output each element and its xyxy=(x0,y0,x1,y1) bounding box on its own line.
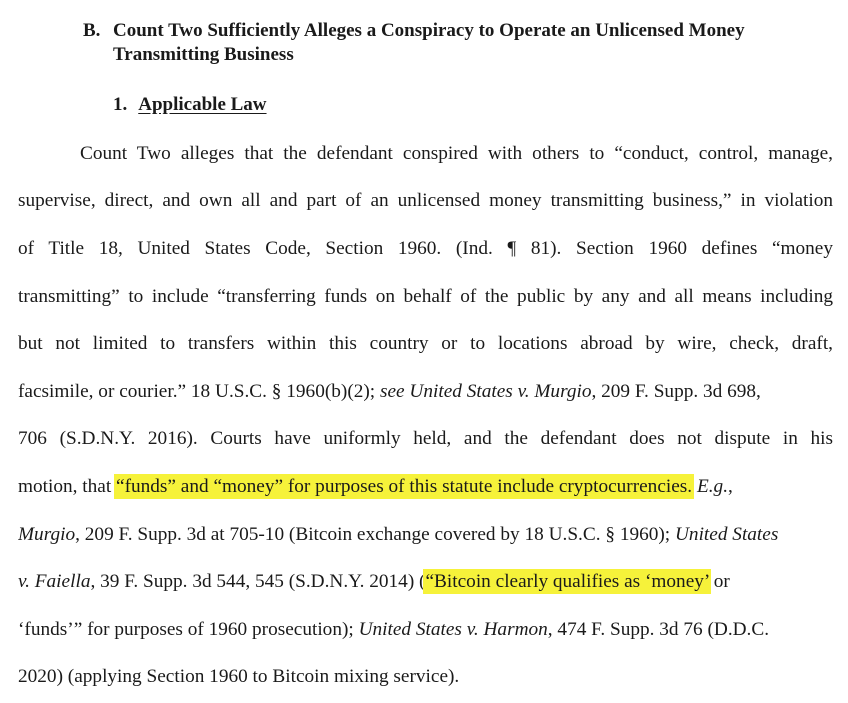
case-citation: United States xyxy=(675,524,779,545)
text-segment: facsimile, or courier.” 18 U.S.C. § 1960(b)(2); xyxy=(18,381,380,402)
paragraph-line-1: Count Two alleges that the defendant conspired with others to “conduct, control, manage, xyxy=(80,143,833,164)
text-segment: ‘funds’” for purposes of 1960 prosecution); xyxy=(18,619,359,640)
paragraph-line-2: supervise, direct, and own all and part of an unlicensed money transmitting business,” in violation xyxy=(18,190,833,211)
subsection-heading xyxy=(113,93,267,117)
text-segment: , 209 F. Supp. 3d 698, xyxy=(591,381,761,402)
case-citation: Murgio xyxy=(18,524,76,545)
section-title: Count Two Sufficiently Alleges a Conspiracy to Operate an Unlicensed Money Transmitting Business xyxy=(113,20,745,65)
signal-eg: E.g. xyxy=(696,476,729,497)
case-citation: see United States v. Murgio xyxy=(379,381,592,402)
paragraph-line-11 xyxy=(18,617,833,643)
paragraph-line-7: 706 (S.D.N.Y. 2016). Courts have uniformly held, and the defendant does not dispute in his xyxy=(18,428,833,449)
paragraph-line-9 xyxy=(18,522,833,548)
paragraph-line-4: transmitting” to include “transferring funds on behalf of the public by any and all means including xyxy=(18,286,833,307)
highlighted-text: “Bitcoin clearly qualifies as ‘money’ xyxy=(425,571,709,592)
paragraph-line-3: of Title 18, United States Code, Section 1960. (Ind. ¶ 81). Section 1960 defines “money xyxy=(18,238,833,259)
section-letter: B. xyxy=(83,20,101,41)
paragraph-line-5: but not limited to transfers within this country or to locations abroad by wire, check, draft, xyxy=(18,333,833,354)
paragraph-line-10 xyxy=(18,569,833,595)
text-segment: , 474 F. Supp. 3d 76 (D.D.C. xyxy=(547,619,770,640)
case-citation: v. Faiella xyxy=(18,571,91,592)
text-segment: , xyxy=(728,476,733,497)
text-segment: or xyxy=(708,571,730,592)
paragraph-line-12: 2020) (applying Section 1960 to Bitcoin mixing service). xyxy=(18,666,460,687)
paragraph-line-8 xyxy=(18,474,833,500)
text-segment: motion, that xyxy=(18,476,117,497)
case-citation: United States v. Harmon xyxy=(358,619,548,640)
subsection-title: Applicable Law xyxy=(138,94,267,115)
text-segment: , 209 F. Supp. 3d at 705-10 (Bitcoin exchange covered by 18 U.S.C. § 1960); xyxy=(75,524,675,545)
text-segment: , 39 F. Supp. 3d 544, 545 (S.D.N.Y. 2014) ( xyxy=(90,571,426,592)
highlighted-text: “funds” and “money” for purposes of this statute include cryptocurrencies. xyxy=(116,476,693,497)
paragraph-line-6 xyxy=(18,379,833,405)
subsection-number: 1. xyxy=(113,94,128,115)
